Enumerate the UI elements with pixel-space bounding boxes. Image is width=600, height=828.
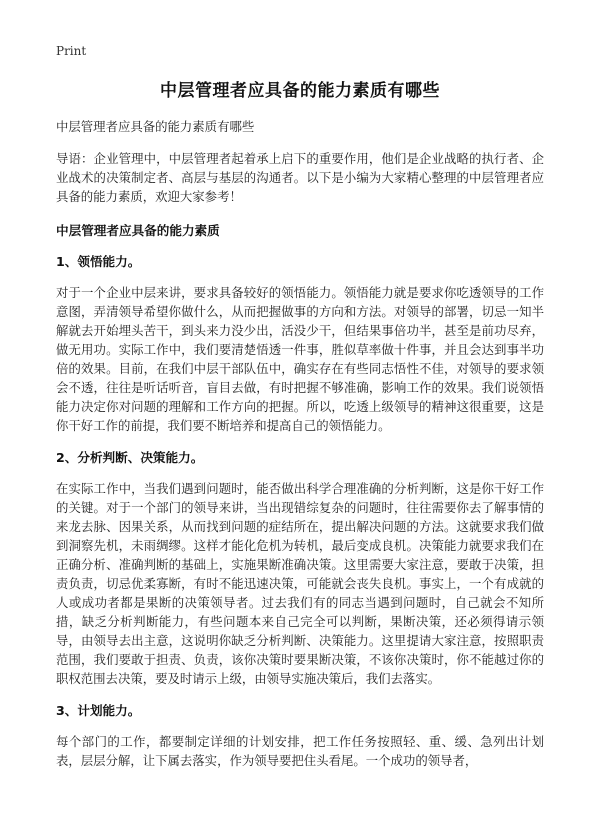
- page-title: 中层管理者应具备的能力素质有哪些: [160, 81, 440, 101]
- section-heading: 中层管理者应具备的能力素质: [56, 223, 220, 238]
- intro-paragraph: 导语：企业管理中，中层管理者起着承上启下的重要作用，他们是企业战略的执行者、企业战术的决策制定者、高层与基层的沟通者。以下是小编为大家精心整理的中层管理者应具备的能力素质，欢迎大家参考！: [56, 151, 544, 204]
- paragraph-comprehension: 对于一个企业中层来讲，要求具备较好的领悟能力。领悟能力就是要求你吃透领导的工作意图，弄清领导希望你做什么，从而把握做事的方向和方法。对领导的部署，切忌一知半解就去开始埋头苦干，到头来力没少出，活没少干，但结果事倍功半，甚至是前功尽弃，做无用功。实际工作中，我们要清楚悟透一件事，胜似草率做十件事，并且会达到事半功倍的效果。目前，在我们中层干部队伍中，确实存在有些同志悟性不佳，对领导的要求领会不透，往往是听话听音，盲目去做，有时把握不够准确，影响工作的效果。我们说领悟能力决定你对问题的理解和工作方向的把握。所以，吃透上级领导的精神这很重要，这是你干好工作的前提，我们要不断培养和提高自己的领悟能力。: [56, 285, 544, 433]
- item-heading-comprehension: 1、领悟能力。: [56, 254, 141, 269]
- article-body: [56, 117, 544, 783]
- item-heading-planning: 3、计划能力。: [56, 703, 141, 718]
- paragraph-analysis-decision: 在实际工作中，当我们遇到问题时，能否做出科学合理准确的分析判断，这是你干好工作的关键。对于一个部门的领导来讲，当出现错综复杂的问题时，往往需要你去了解事情的来龙去脉、因果关系，从而找到问题的症结所在，提出解决问题的方法。这就要求我们做到洞察先机，未雨绸缪。这样才能化危机为转机，最后变成良机。决策能力就要求我们在正确分析、准确判断的基础上，实施果断准确决策。这里需要大家注意，要敢于决策，担责负责，切忌优柔寡断，有时不能迅速决策，可能就会丧失良机。事实上，一个有成就的人或成功者都是果断的决策领导者。过去我们有的同志当遇到问题时，自己就会不知所措，缺乏分析判断能力，有些问题本来自己完全可以判断，果断决策，还必须得请示领导，由领导去出主意，这说明你缺乏分析判断、决策能力。这里提请大家注意，按照职责范围，我们要敢于担责、负责，该你决策时要果断决策，不该你决策时，你不能越过你的职权范围去决策，要及时请示上级，由领导实施决策后，我们去落实。: [56, 481, 544, 686]
- paragraph-planning: 每个部门的工作，都要制定详细的计划安排，把工作任务按照轻、重、缓、急列出计划表，层层分解，让下属去落实，作为领导要把住头看尾。一个成功的领导者，: [56, 734, 544, 768]
- item-heading-analysis-decision: 2、分析判断、决策能力。: [56, 450, 204, 465]
- article-subtitle: 中层管理者应具备的能力素质有哪些: [56, 119, 255, 134]
- print-link[interactable]: Print: [56, 44, 87, 58]
